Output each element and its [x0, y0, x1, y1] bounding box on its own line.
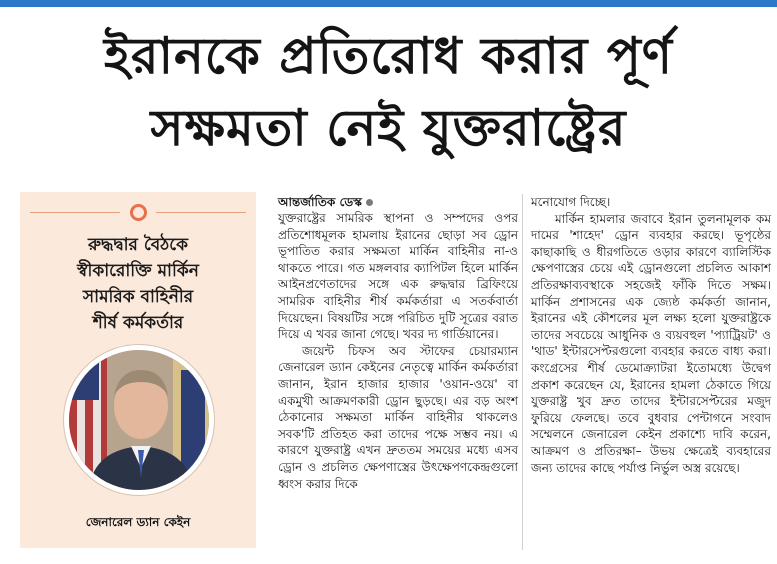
- top-color-bar: [0, 0, 777, 7]
- portrait-photo: [64, 345, 214, 495]
- article-paragraph: মার্কিন হামলার জবাবে ইরান তুলনামূলক কম দামের 'শাহেদ' ড্রোন ব্যবহার করছে। ভূপৃষ্ঠের কাছাকাছি ও ধীরগতিতে ওড়ার কারণে ব্যালিস্টিক ক্ষেপণাস্ত্রের চেয়ে এই ড্রোনগুলো প্রচলিত আকাশ প্রতিরক্ষাব্যবস্থাকে সহজেই ফাঁকি দিতে সক্ষম। মার্কিন প্রশাসনের এক জ্যেষ্ঠ কর্মকর্তা জানান, ইরানের এই কৌশলের মূল লক্ষ্য হলো যুক্তরাষ্ট্রকে তাদের সবচেয়ে আধুনিক ও ব্যয়বহুল 'প্যাট্রিয়ট' ও 'থাড' ইন্টারসেপ্টরগুলো ব্যবহার করতে বাধ্য করা। কংগ্রেসের শীর্ষ ডেমোক্র্যাটরা ইতোমধ্যে উদ্বেগ প্রকাশ করেছেন যে, ইরানের হামলা ঠেকাতে গিয়ে যুক্তরাষ্ট্র খুব দ্রুত তাদের ইন্টারসেপ্টরের মজুদ ফুরিয়ে ফেলছে। তবে বুধবার পেন্টাগনে সংবাদ সম্মেলনে জেনারেল কেইন প্রকাশ্যে দাবি করেন, আক্রমণ ও প্রতিরক্ষা– উভয় ক্ষেত্রেই ব্যবহারের জন্য তাদের কাছে পর্যাপ্ত নির্ভুল অস্ত্র রয়েছে।: [531, 211, 771, 475]
- article-paragraph: মনোযোগ দিচ্ছে।: [531, 195, 611, 209]
- headline-line-2: সক্ষমতা নেই যুক্তরাষ্ট্রের: [150, 99, 627, 157]
- quote-ring-icon: [130, 204, 147, 221]
- headline: [0, 20, 777, 164]
- pull-quote: [20, 232, 256, 336]
- pull-quote-line: রুদ্ধদ্বার বৈঠকে: [88, 235, 188, 255]
- article-paragraph: যুক্তরাষ্ট্রের সামরিক স্থাপনা ও সম্পদের ওপর প্রতিশোধমূলক হামলায় ইরানের ছোড়া সব ড্রোন ভূপাতিত করার সক্ষমতা মার্কিন বাহিনীর না-ও থাকতে পারে। গত মঙ্গলবার ক্যাপিটল হিলে মার্কিন আইনপ্রণেতাদের সঙ্গে এক রুদ্ধদ্বার ব্রিফিংয়ে সামরিক বাহিনীর শীর্ষ কর্মকর্তারা এ সতর্কবার্তা দিয়েছেন। বিষয়টির সঙ্গে পরিচিত দুটি সূত্রের বরাত দিয়ে এ খবর জানা গেছে। খবর দ্য গার্ডিয়ানের।: [278, 211, 518, 342]
- pull-quote-line: শীর্ষ কর্মকর্তার: [92, 313, 184, 333]
- column-divider: [522, 194, 523, 550]
- quote-rule-right: [156, 212, 246, 213]
- article-column-1: [278, 194, 518, 492]
- dateline-text: আন্তর্জাতিক ডেস্ক: [278, 195, 362, 209]
- photo-caption: জেনারেল ড্যান কেইন: [85, 515, 191, 529]
- dateline-dot-icon: [366, 199, 373, 206]
- pull-quote-box: [20, 192, 256, 548]
- dateline: [278, 194, 518, 210]
- quote-rule-left: [30, 212, 120, 213]
- pull-quote-line: সামরিক বাহিনীর: [82, 287, 194, 307]
- pull-quote-line: স্বীকারোক্তি মার্কিন: [77, 261, 199, 281]
- article-paragraph: জয়েন্ট চিফস অব স্টাফের চেয়ারম্যান জেনারেল ড্যান কেইনের নেতৃত্বে মার্কিন কর্মকর্তারা জানান, ইরান হাজার হাজার 'ওয়ান-ওয়ে' বা একমুখী আক্রমণকারী ড্রোন ছুড়ছে। এর বড় অংশ ঠেকানোর সক্ষমতা মার্কিন বাহিনীর থাকলেও সবক'টি প্রতিহত করা তাদের পক্ষে সম্ভব নয়। এ কারণে যুক্তরাষ্ট্র এখন দ্রুততম সময়ের মধ্যে এসব ড্রোন ও প্রচলিত ক্ষেপণাস্ত্রের উৎক্ষেপণকেন্দ্রগুলো ধ্বংস করার দিকে: [278, 343, 518, 491]
- article-column-2: [531, 194, 771, 476]
- headline-line-1: ইরানকে প্রতিরোধ করার পূর্ণ: [103, 27, 674, 85]
